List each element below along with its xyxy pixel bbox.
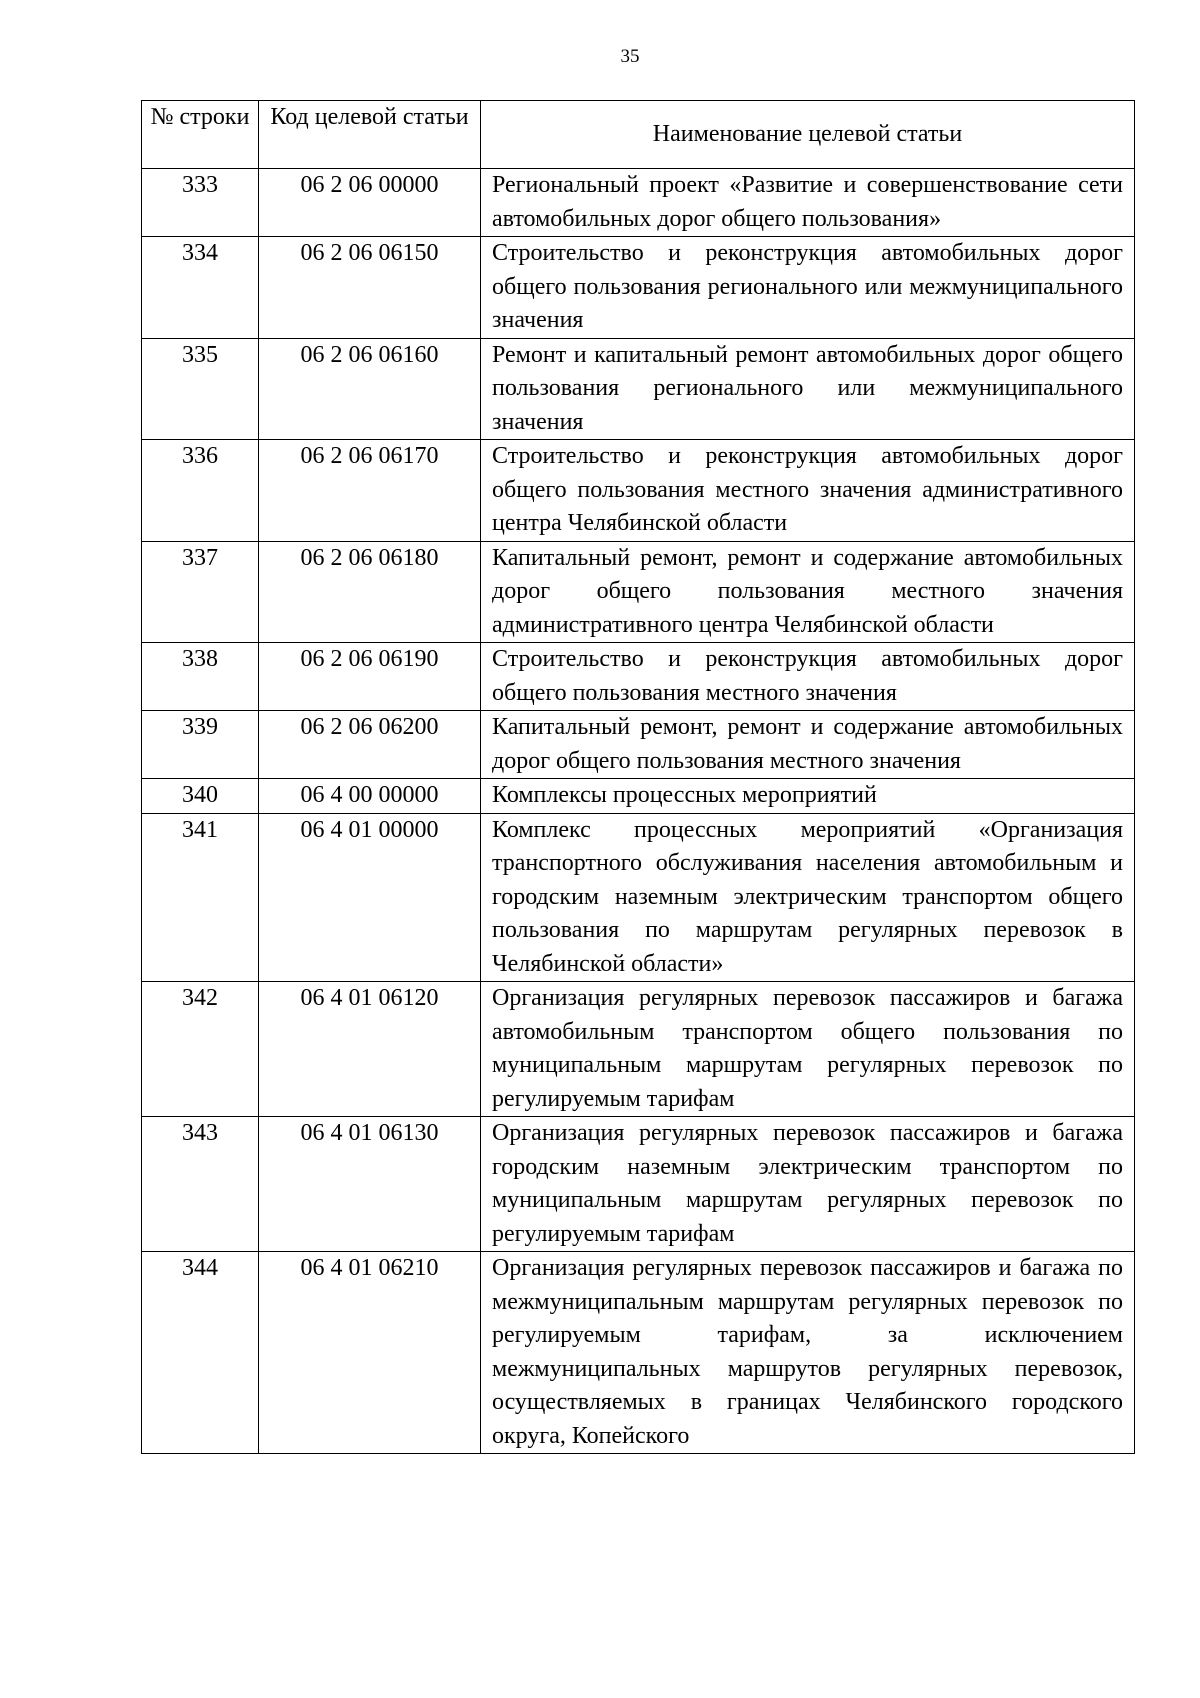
row-number-cell: 344 [142, 1252, 259, 1454]
article-code-cell: 06 4 00 00000 [259, 779, 481, 814]
article-code-cell: 06 4 01 06130 [259, 1117, 481, 1252]
row-number-cell: 338 [142, 643, 259, 711]
table-row [142, 440, 1135, 542]
article-code-cell: 06 2 06 06180 [259, 541, 481, 643]
header-article-name: Наименование целевой статьи [481, 101, 1135, 169]
article-name-cell: Комплекс процессных мероприятий «Организация транспортного обслуживания населения автомобильным и городским наземным электрическим транспортом общего пользования по маршрутам регулярных перевозок в Челябинской области» [481, 813, 1135, 982]
table-row [142, 338, 1135, 440]
page-number: 35 [620, 46, 640, 67]
article-code-cell: 06 4 01 00000 [259, 813, 481, 982]
table-row [142, 1252, 1135, 1454]
article-name-cell: Организация регулярных перевозок пассажиров и багажа автомобильным транспортом общего пользования по муниципальным маршрутам регулярных перевозок по регулируемым тарифам [481, 982, 1135, 1117]
row-number-cell: 343 [142, 1117, 259, 1252]
article-name-cell: Капитальный ремонт, ремонт и содержание автомобильных дорог общего пользования местного значения административного центра Челябинской области [481, 541, 1135, 643]
article-code-cell: 06 4 01 06120 [259, 982, 481, 1117]
row-number-cell: 333 [142, 169, 259, 237]
row-number-cell: 339 [142, 711, 259, 779]
row-number-cell: 341 [142, 813, 259, 982]
row-number-cell: 336 [142, 440, 259, 542]
table-row [142, 1117, 1135, 1252]
row-number-cell: 334 [142, 237, 259, 339]
article-name-cell: Организация регулярных перевозок пассажиров и багажа по межмуниципальным маршрутам регулярных перевозок по регулируемым тарифам, за исключением межмуниципальных маршрутов регулярных перевозок, осуществляемых в границах Челябинского городского округа, Копейского [481, 1252, 1135, 1454]
article-code-cell: 06 2 06 06200 [259, 711, 481, 779]
article-name-cell: Ремонт и капитальный ремонт автомобильных дорог общего пользования регионального или межмуниципального значения [481, 338, 1135, 440]
table-header-row [142, 101, 1135, 169]
table-row [142, 169, 1135, 237]
article-name-cell: Организация регулярных перевозок пассажиров и багажа городским наземным электрическим транспортом по муниципальным маршрутам регулярных перевозок по регулируемым тарифам [481, 1117, 1135, 1252]
article-code-cell: 06 2 06 00000 [259, 169, 481, 237]
header-row-number: № строки [142, 101, 259, 169]
article-name-cell: Строительство и реконструкция автомобильных дорог общего пользования регионального или межмуниципального значения [481, 237, 1135, 339]
target-articles-table [141, 100, 1135, 1454]
article-code-cell: 06 2 06 06190 [259, 643, 481, 711]
article-code-cell: 06 4 01 06210 [259, 1252, 481, 1454]
article-code-cell: 06 2 06 06150 [259, 237, 481, 339]
article-name-cell: Комплексы процессных мероприятий [481, 779, 1135, 814]
article-code-cell: 06 2 06 06170 [259, 440, 481, 542]
article-name-cell: Строительство и реконструкция автомобильных дорог общего пользования местного значения [481, 643, 1135, 711]
table-row [142, 643, 1135, 711]
table-row [142, 982, 1135, 1117]
header-article-code: Код целевой статьи [259, 101, 481, 169]
table-row [142, 541, 1135, 643]
table-row [142, 237, 1135, 339]
row-number-cell: 337 [142, 541, 259, 643]
article-name-cell: Строительство и реконструкция автомобильных дорог общего пользования местного значения административного центра Челябинской области [481, 440, 1135, 542]
row-number-cell: 340 [142, 779, 259, 814]
table-body [142, 169, 1135, 1454]
article-name-cell: Региональный проект «Развитие и совершенствование сети автомобильных дорог общего пользования» [481, 169, 1135, 237]
table-row [142, 813, 1135, 982]
table-row [142, 779, 1135, 814]
article-name-cell: Капитальный ремонт, ремонт и содержание автомобильных дорог общего пользования местного значения [481, 711, 1135, 779]
row-number-cell: 335 [142, 338, 259, 440]
table-row [142, 711, 1135, 779]
article-code-cell: 06 2 06 06160 [259, 338, 481, 440]
row-number-cell: 342 [142, 982, 259, 1117]
